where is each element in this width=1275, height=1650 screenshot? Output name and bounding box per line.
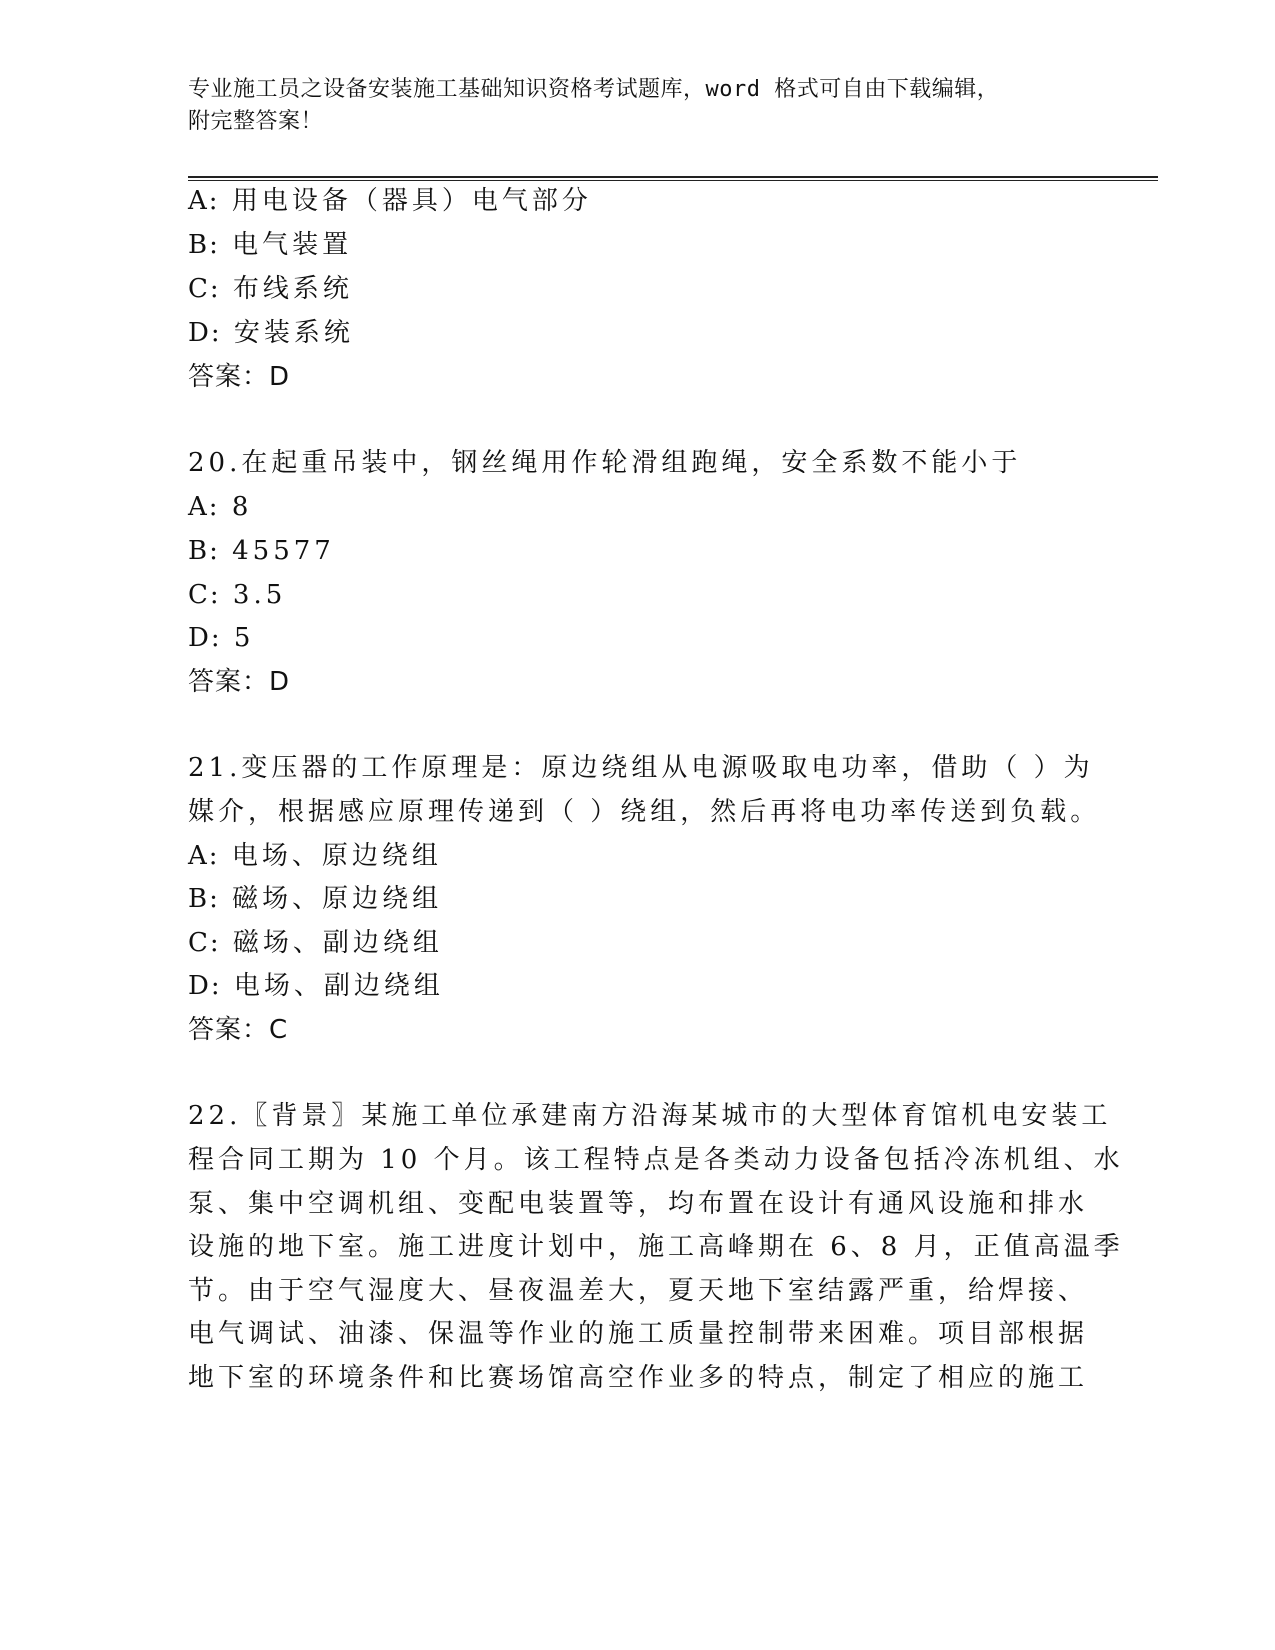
q20-stem: 20.在起重吊装中，钢丝绳用作轮滑组跑绳，安全系数不能小于 [188, 448, 1022, 478]
q21-option-c: C: 磁场、副边绕组 [188, 928, 443, 958]
q22-paragraph-line-2: 程合同工期为 10 个月。该工程特点是各类动力设备包括冷冻机组、水 [188, 1145, 1124, 1175]
q19-answer: 答案：D [188, 362, 291, 392]
document-header [188, 74, 1088, 138]
q21-stem-line-2: 媒介，根据感应原理传递到（ ）绕组，然后再将电功率传送到负载。 [188, 797, 1101, 827]
q21-option-a: A: 电场、原边绕组 [188, 841, 442, 871]
q21-option-b: B: 磁场、原边绕组 [188, 884, 443, 914]
q22-paragraph-line-4: 设施的地下室。施工进度计划中，施工高峰期在 6、8 月，正值高温季 [188, 1232, 1124, 1262]
q22-paragraph-line-6: 电气调试、油漆、保温等作业的施工质量控制带来困难。项目部根据 [188, 1319, 1089, 1349]
header-line-2: 附完整答案！ [188, 109, 324, 134]
q21-option-d: D: 电场、副边绕组 [188, 971, 444, 1001]
q20-answer: 答案：D [188, 667, 291, 697]
q19-option-d: D: 安装系统 [188, 318, 354, 348]
q20-option-c: C: 3.5 [188, 580, 287, 610]
q20-option-d: D: 5 [188, 623, 255, 653]
q22-paragraph-line-5: 节。由于空气湿度大、昼夜温差大，夏天地下室结露严重，给焊接、 [188, 1276, 1089, 1306]
header-line-1: 专业施工员之设备安装施工基础知识资格考试题库，word 格式可自由下载编辑， [188, 77, 1000, 102]
q22-paragraph-line-1: 22.〖背景〗某施工单位承建南方沿海某城市的大型体育馆机电安装工 [188, 1101, 1112, 1131]
q22-paragraph-line-7: 地下室的环境条件和比赛场馆高空作业多的特点，制定了相应的施工 [188, 1363, 1089, 1393]
q21-stem-line-1: 21.变压器的工作原理是：原边绕组从电源吸取电功率，借助（ ）为 [188, 753, 1094, 783]
q19-option-b: B: 电气装置 [188, 230, 353, 260]
q21-answer: 答案：C [188, 1015, 289, 1045]
q19-option-c: C: 布线系统 [188, 274, 353, 304]
q22-paragraph-line-3: 泵、集中空调机组、变配电装置等，均布置在设计有通风设施和排水 [188, 1189, 1089, 1219]
q20-option-b: B: 45577 [188, 536, 335, 566]
q19-option-a: A: 用电设备（器具）电气部分 [188, 186, 592, 216]
q20-option-a: A: 8 [188, 492, 253, 522]
header-divider [188, 176, 1158, 181]
